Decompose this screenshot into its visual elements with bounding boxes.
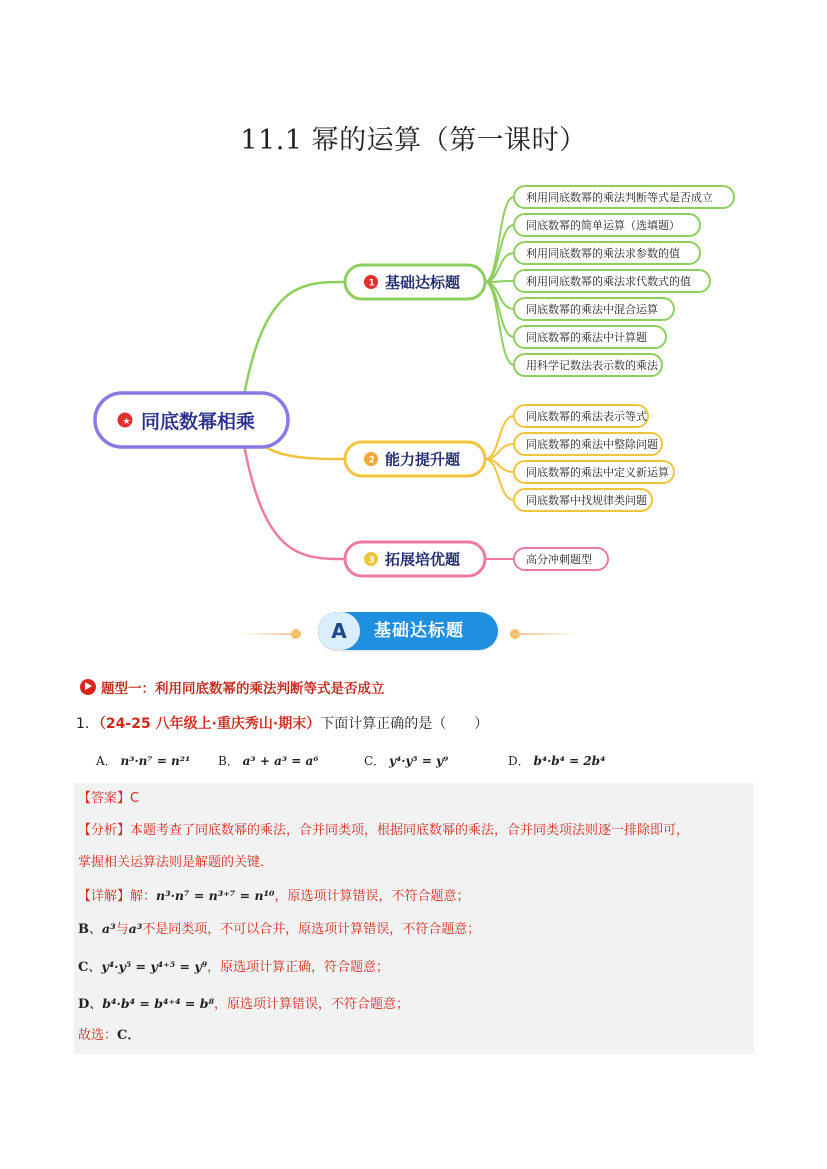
branch-number: 2 xyxy=(368,455,375,466)
question-number: 1． xyxy=(76,716,99,732)
detail-b-letter: B xyxy=(78,922,89,937)
choose-line xyxy=(78,1026,140,1046)
detail-d-text: ，原选项计算错误，不符合题意； xyxy=(213,997,409,1012)
branch-number: 3 xyxy=(368,555,375,566)
detail-d xyxy=(78,994,409,1015)
option-b-letter: B． xyxy=(218,754,239,768)
choose-label: 故选： xyxy=(78,1028,118,1043)
detail-d-math: b⁴·b⁴ = b⁴⁺⁴ = b⁸ xyxy=(102,996,214,1011)
page-title: 11.1 幂的运算（第一课时） xyxy=(240,125,587,156)
leaf-label: 同底数幂的简单运算（选填题） xyxy=(526,219,680,232)
option-c[interactable] xyxy=(364,752,448,769)
choose-value: C． xyxy=(117,1028,141,1043)
leaf-label: 同底数幂的乘法中计算题 xyxy=(526,331,647,344)
answer-line: 【答案】C xyxy=(78,791,140,806)
detail-c-sep: 、 xyxy=(88,960,102,975)
detail-b-math1: a³ xyxy=(102,921,116,936)
detail-a-math: n³·n⁷ = n³⁺⁷ = n¹⁰ xyxy=(156,888,275,903)
mindmap-leaf xyxy=(514,489,652,511)
detail-d-letter: D xyxy=(78,997,90,1012)
mindmap-branch-2 xyxy=(345,442,485,476)
mindmap-leaf xyxy=(514,326,666,348)
banner-letter: A xyxy=(318,612,360,650)
mindmap-leaf xyxy=(514,354,662,376)
leaf-connector xyxy=(485,197,514,282)
mindmap-leaf xyxy=(514,461,674,483)
detail-b-mid: 与 xyxy=(115,922,129,937)
option-a[interactable] xyxy=(96,752,190,769)
branch-label: 拓展培优题 xyxy=(385,550,461,569)
leaf-label: 同底数幂的乘法中定义新运算 xyxy=(526,466,669,479)
detail-c-math: y⁴·y⁵ = y⁴⁺⁵ = y⁹ xyxy=(101,959,208,974)
question-type-label: 题型一：利用同底数幂的乘法判断等式是否成立 xyxy=(101,681,385,697)
banner-title: 基础达标题 xyxy=(374,621,464,641)
leaf-label: 同底数幂的乘法中整除问题 xyxy=(526,438,658,451)
detail-a xyxy=(78,886,470,907)
option-d[interactable] xyxy=(508,752,605,769)
leaf-label: 利用同底数幂的乘法求代数式的值 xyxy=(526,275,691,288)
leaf-label: 利用同底数幂的乘法判断等式是否成立 xyxy=(526,191,713,204)
detail-c-text: ，原选项计算正确，符合题意； xyxy=(207,960,390,975)
analysis-line-1: 【分析】本题考查了同底数幂的乘法，合并同类项，根据同底数幂的乘法，合并同类项法则逐一排除即可， xyxy=(78,823,690,838)
detail-c xyxy=(78,957,389,978)
section-banner xyxy=(240,610,580,654)
banner-pill xyxy=(318,612,498,650)
banner-dot-left xyxy=(291,629,301,639)
mindmap-root-label: 同底数幂相乘 xyxy=(141,411,256,433)
option-c-letter: C． xyxy=(364,754,386,768)
detail-label: 【详解】解： xyxy=(78,889,157,904)
branch-label: 基础达标题 xyxy=(385,273,461,292)
mindmap-leaf xyxy=(514,433,662,455)
banner-line-left xyxy=(240,633,298,635)
detail-b-math2: a³ xyxy=(128,921,143,936)
star-glyph: ★ xyxy=(122,417,131,427)
question-source: （24-25 八年级上·重庆秀山·期末） xyxy=(98,716,321,732)
leaf-label: 同底数幂的乘法中混合运算 xyxy=(526,303,658,316)
mindmap-leaf xyxy=(514,548,608,570)
option-d-expr: b⁴·b⁴ = 2b⁴ xyxy=(533,754,606,768)
answer-box xyxy=(74,783,754,1054)
option-d-letter: D． xyxy=(508,754,530,768)
mindmap-root xyxy=(95,393,288,447)
leaf-label: 同底数幂的乘法表示等式 xyxy=(526,410,647,423)
leaf-label: 利用同底数幂的乘法求参数的值 xyxy=(526,247,680,260)
option-b[interactable] xyxy=(218,752,319,769)
detail-b-text: 不是同类项，不可以合并，原选项计算错误，不符合题意； xyxy=(142,922,481,937)
option-b-expr: a³ + a³ = a⁶ xyxy=(242,754,319,768)
mindmap-leaf xyxy=(514,242,700,264)
banner-line-right xyxy=(512,633,580,635)
mindmap-leaf xyxy=(514,214,700,236)
question-stem xyxy=(76,714,488,734)
mindmap-leaf xyxy=(514,298,674,320)
analysis-line-2: 掌握相关运算法则是解题的关键． xyxy=(78,855,274,870)
option-a-expr: n³·n⁷ = n²¹ xyxy=(120,754,191,768)
detail-b-sep: 、 xyxy=(89,922,103,937)
leaf-label: 高分冲刺题型 xyxy=(526,553,592,566)
option-c-expr: y⁴·y⁵ = y⁹ xyxy=(389,754,449,768)
detail-d-sep: 、 xyxy=(89,997,103,1012)
branch-label: 能力提升题 xyxy=(385,450,461,469)
question-text: 下面计算正确的是（ ） xyxy=(320,716,489,732)
option-a-letter: A． xyxy=(96,754,117,768)
detail-b xyxy=(78,919,480,940)
mindmap-leaf xyxy=(514,186,734,208)
mindmap-branch-3 xyxy=(345,542,485,576)
question-type xyxy=(80,676,385,698)
mindmap-leaf xyxy=(514,270,710,292)
leaf-label: 用科学记数法表示数的乘法 xyxy=(526,359,658,372)
detail-a-text: ，原选项计算错误，不符合题意； xyxy=(274,889,470,904)
mindmap-branch-1 xyxy=(345,265,485,299)
mind-map xyxy=(0,170,827,590)
detail-c-letter: C xyxy=(78,960,89,975)
leaf-label: 同底数幂中找规律类问题 xyxy=(526,494,647,507)
branch-number: 1 xyxy=(368,278,375,289)
mindmap-leaf xyxy=(514,405,648,427)
flag-icon xyxy=(80,679,96,695)
